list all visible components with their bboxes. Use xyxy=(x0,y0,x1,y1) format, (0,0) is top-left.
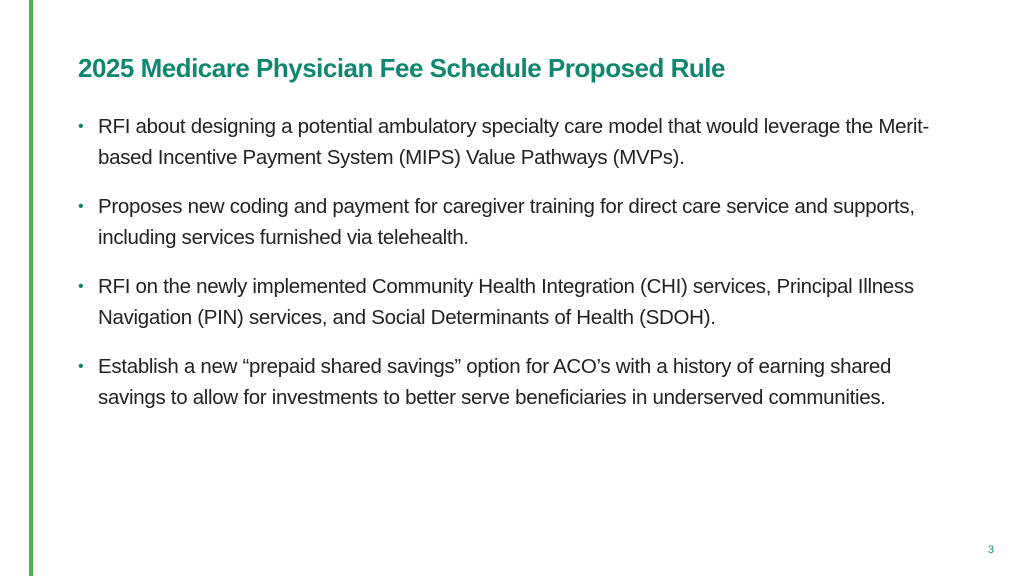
bullet-list xyxy=(78,112,938,413)
bullet-dot-icon: • xyxy=(78,278,84,295)
bullet-text: Establish a new “prepaid shared savings” option for ACO’s with a history of earning shared savings to allow for investments to better serve beneficiaries in underserved communities. xyxy=(98,355,892,409)
bullet-item xyxy=(78,192,938,253)
bullet-dot-icon: • xyxy=(78,198,84,215)
page-number: 3 xyxy=(987,544,994,556)
bullet-text: RFI about designing a potential ambulatory specialty care model that would leverage the Merit-based Incentive Payment System (MIPS) Value Pathways (MVPs). xyxy=(98,115,929,169)
accent-bar xyxy=(29,0,33,576)
bullet-text: Proposes new coding and payment for caregiver training for direct care service and supports, including services furnished via telehealth. xyxy=(98,195,915,249)
slide-title: 2025 Medicare Physician Fee Schedule Proposed Rule xyxy=(78,53,725,83)
bullet-item xyxy=(78,112,938,173)
bullet-dot-icon: • xyxy=(78,358,84,375)
bullet-text: RFI on the newly implemented Community Health Integration (CHI) services, Principal Illness Navigation (PIN) services, and Social Determinants of Health (SDOH). xyxy=(98,275,914,329)
bullet-item xyxy=(78,352,938,413)
bullet-dot-icon: • xyxy=(78,118,84,135)
bullet-item xyxy=(78,272,938,333)
